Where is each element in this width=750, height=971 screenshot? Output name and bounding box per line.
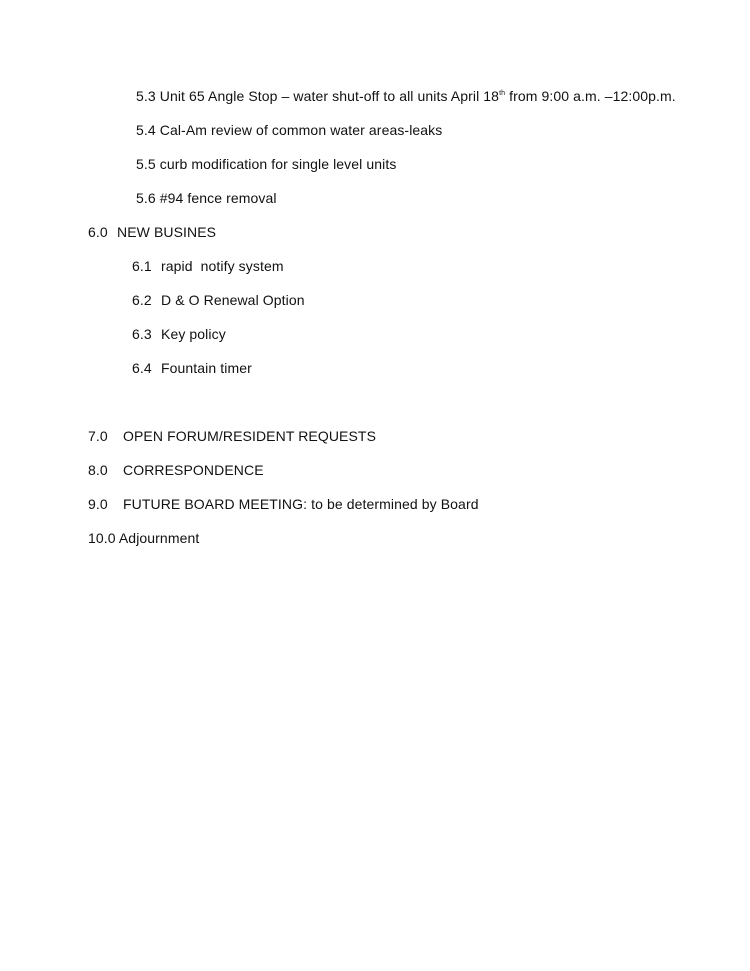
- agenda-item-6-4: [132, 360, 252, 376]
- agenda-item-5-3: [136, 88, 676, 104]
- agenda-item-5-3-text: 5.3 Unit 65 Angle Stop – water shut-off to all units April 18: [136, 88, 500, 104]
- section-9-number: 9.0: [88, 496, 108, 512]
- section-7-number: 7.0: [88, 428, 108, 444]
- agenda-item-5-6: 5.6 #94 fence removal: [136, 190, 277, 206]
- section-9-heading: [88, 496, 479, 512]
- agenda-item-6-3: [132, 326, 226, 342]
- agenda-item-5-5: 5.5 curb modification for single level units: [136, 156, 397, 172]
- agenda-item-6-3-number: 6.3: [132, 326, 152, 342]
- section-6-title: NEW BUSINES: [117, 224, 217, 240]
- agenda-item-6-1-number: 6.1: [132, 258, 152, 274]
- agenda-item-6-2: [132, 292, 305, 308]
- agenda-item-6-2-number: 6.2: [132, 292, 152, 308]
- agenda-item-6-1-text: rapid notify system: [161, 258, 284, 274]
- section-7-heading: [88, 428, 376, 444]
- agenda-item-5-3-time-range: from 9:00 a.m. –12:00p.m.: [505, 88, 676, 104]
- section-8-heading: [88, 462, 264, 478]
- section-10-heading: 10.0 Adjournment: [88, 530, 200, 546]
- section-6-heading: [88, 224, 216, 240]
- agenda-item-6-1: [132, 258, 284, 274]
- agenda-item-6-4-text: Fountain timer: [161, 360, 252, 376]
- agenda-item-6-3-text: Key policy: [161, 326, 226, 342]
- section-9-title: FUTURE BOARD MEETING: to be determined by Board: [123, 496, 479, 512]
- section-6-number: 6.0: [88, 224, 108, 240]
- agenda-item-5-4: 5.4 Cal-Am review of common water areas-leaks: [136, 122, 443, 138]
- agenda-item-6-2-text: D & O Renewal Option: [161, 292, 305, 308]
- section-8-title: CORRESPONDENCE: [123, 462, 264, 478]
- section-8-number: 8.0: [88, 462, 108, 478]
- section-7-title: OPEN FORUM/RESIDENT REQUESTS: [123, 428, 377, 444]
- agenda-item-5-3-ordinal-suffix: th: [499, 90, 506, 97]
- agenda-item-6-4-number: 6.4: [132, 360, 152, 376]
